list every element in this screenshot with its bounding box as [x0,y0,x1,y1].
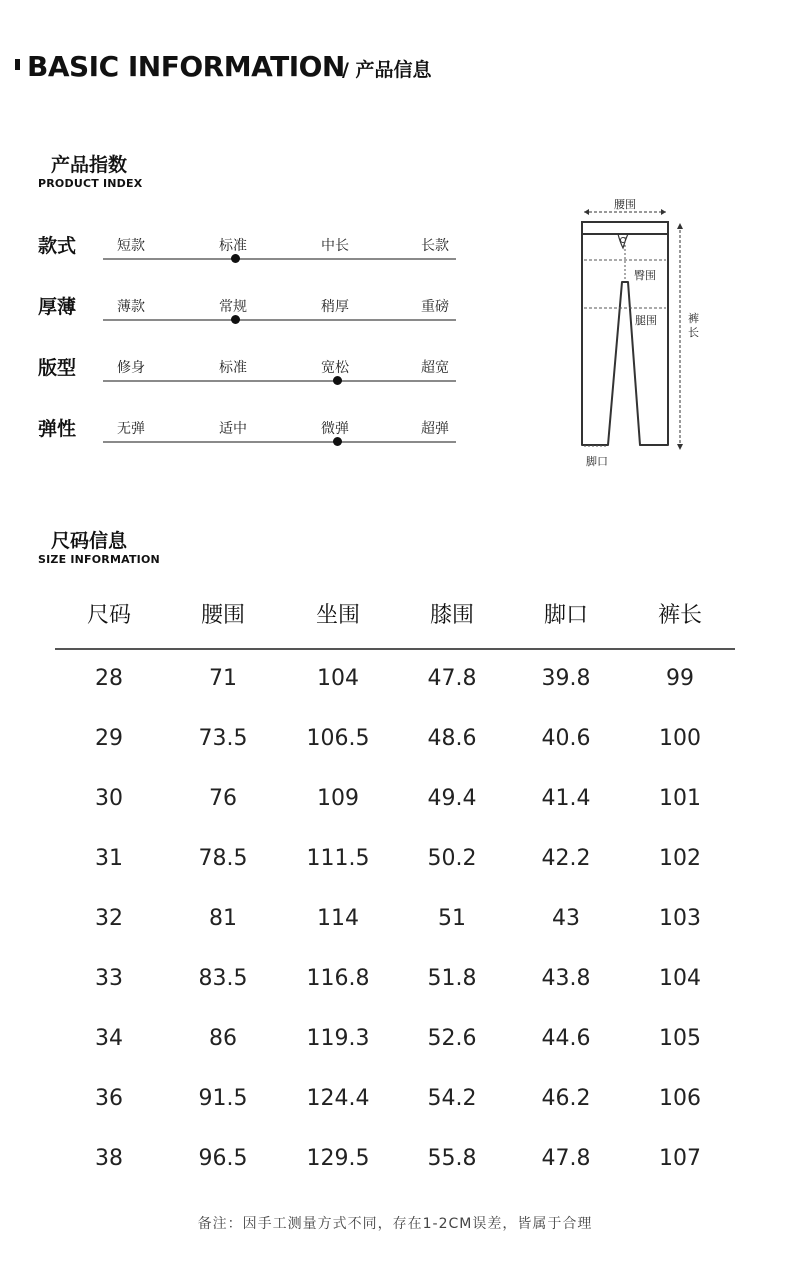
index-option: 标准 [219,238,247,254]
table-cell-hem: 46.2 [541,1086,591,1111]
table-cell-size: 34 [95,1026,123,1051]
index-label-style: 款式 [38,235,77,257]
index-selected-dot [231,254,240,263]
index-option: 长款 [421,238,449,254]
table-cell-length: 101 [659,786,701,811]
index-option: 中长 [321,238,349,254]
table-cell-waist: 91.5 [198,1086,248,1111]
table-cell-length: 106 [659,1086,701,1111]
table-cell-size: 30 [95,786,123,811]
length-label: 裤 长 [688,312,699,339]
column-header-hip: 坐围 [315,603,360,628]
index-selected-dot [333,437,342,446]
hip-label: 臀围 [634,269,656,282]
table-cell-hip: 124.4 [306,1086,370,1111]
index-selected-dot [333,376,342,385]
table-cell-hem: 43.8 [541,966,591,991]
index-option: 常规 [219,299,247,315]
table-cell-length: 104 [659,966,701,991]
table-cell-hem: 44.6 [541,1026,591,1051]
table-cell-waist: 83.5 [198,966,248,991]
index-option: 适中 [219,421,247,437]
table-cell-length: 100 [659,726,701,751]
hem-label: 脚口 [586,455,608,468]
column-header-size: 尺码 [86,603,131,628]
table-cell-waist: 78.5 [198,846,248,871]
table-cell-knee: 50.2 [427,846,477,871]
table-cell-waist: 73.5 [198,726,248,751]
table-cell-hem: 47.8 [541,1146,591,1171]
table-cell-knee: 48.6 [427,726,477,751]
table-cell-size: 29 [95,726,123,751]
table-cell-knee: 55.8 [427,1146,477,1171]
column-header-waist: 腰围 [200,603,245,628]
waist-label: 腰围 [614,198,636,211]
table-cell-hem: 43 [552,906,580,931]
size-info-subtitle: SIZE INFORMATION [38,553,160,566]
table-cell-waist: 96.5 [198,1146,248,1171]
table-cell-hem: 42.2 [541,846,591,871]
table-cell-size: 33 [95,966,123,991]
index-scale-line [103,441,456,443]
table-cell-hem: 39.8 [541,666,591,691]
measurement-note: 备注：因手工测量方式不同，存在1-2CM误差，皆属于合理 [197,1216,593,1232]
table-header-divider [55,648,735,650]
table-cell-size: 38 [95,1146,123,1171]
table-cell-knee: 47.8 [427,666,477,691]
table-cell-size: 32 [95,906,123,931]
index-scale-line [103,258,456,260]
thigh-label: 腿围 [635,314,657,327]
table-cell-knee: 51.8 [427,966,477,991]
index-option: 修身 [117,360,145,376]
index-option: 薄款 [117,299,145,315]
column-header-length: 裤长 [657,603,702,628]
index-option: 无弹 [117,421,145,437]
table-cell-hip: 111.5 [306,846,370,871]
index-option: 重磅 [421,299,449,315]
table-cell-hem: 41.4 [541,786,591,811]
table-cell-hip: 114 [317,906,359,931]
table-cell-hem: 40.6 [541,726,591,751]
table-cell-hip: 116.8 [306,966,370,991]
header-marker [15,59,20,70]
table-cell-length: 103 [659,906,701,931]
product-index-title: 产品指数 [51,154,128,176]
table-cell-hip: 129.5 [306,1146,370,1171]
size-info-title: 尺码信息 [51,530,128,552]
index-scale-line [103,319,456,321]
table-cell-waist: 76 [209,786,237,811]
table-cell-knee: 52.6 [427,1026,477,1051]
index-label-fit: 版型 [38,357,77,379]
table-cell-length: 107 [659,1146,701,1171]
pants-measurement-diagram [570,190,710,475]
column-header-knee: 膝围 [429,603,474,628]
table-cell-hip: 109 [317,786,359,811]
index-label-elasticity: 弹性 [38,418,77,440]
index-scale-line [103,380,456,382]
index-option: 标准 [219,360,247,376]
table-cell-length: 102 [659,846,701,871]
product-index-subtitle: PRODUCT INDEX [38,177,143,190]
index-option: 短款 [117,238,145,254]
index-selected-dot [231,315,240,324]
table-cell-knee: 51 [438,906,466,931]
index-option: 微弹 [321,421,349,437]
table-cell-size: 28 [95,666,123,691]
column-header-hem: 脚口 [543,603,588,628]
index-label-thickness: 厚薄 [38,296,77,318]
index-option: 稍厚 [321,299,349,315]
table-cell-waist: 81 [209,906,237,931]
header-title-cn: / 产品信息 [342,59,432,81]
index-option: 超宽 [421,360,449,376]
table-cell-hip: 119.3 [306,1026,370,1051]
table-cell-hip: 104 [317,666,359,691]
table-cell-knee: 49.4 [427,786,477,811]
table-cell-size: 36 [95,1086,123,1111]
table-cell-waist: 71 [209,666,237,691]
index-option: 超弹 [421,421,449,437]
header-title-en: BASIC INFORMATION [27,50,345,83]
table-cell-knee: 54.2 [427,1086,477,1111]
table-cell-size: 31 [95,846,123,871]
table-cell-length: 105 [659,1026,701,1051]
table-cell-hip: 106.5 [306,726,370,751]
index-option: 宽松 [321,360,349,376]
table-cell-waist: 86 [209,1026,237,1051]
table-cell-length: 99 [666,666,694,691]
